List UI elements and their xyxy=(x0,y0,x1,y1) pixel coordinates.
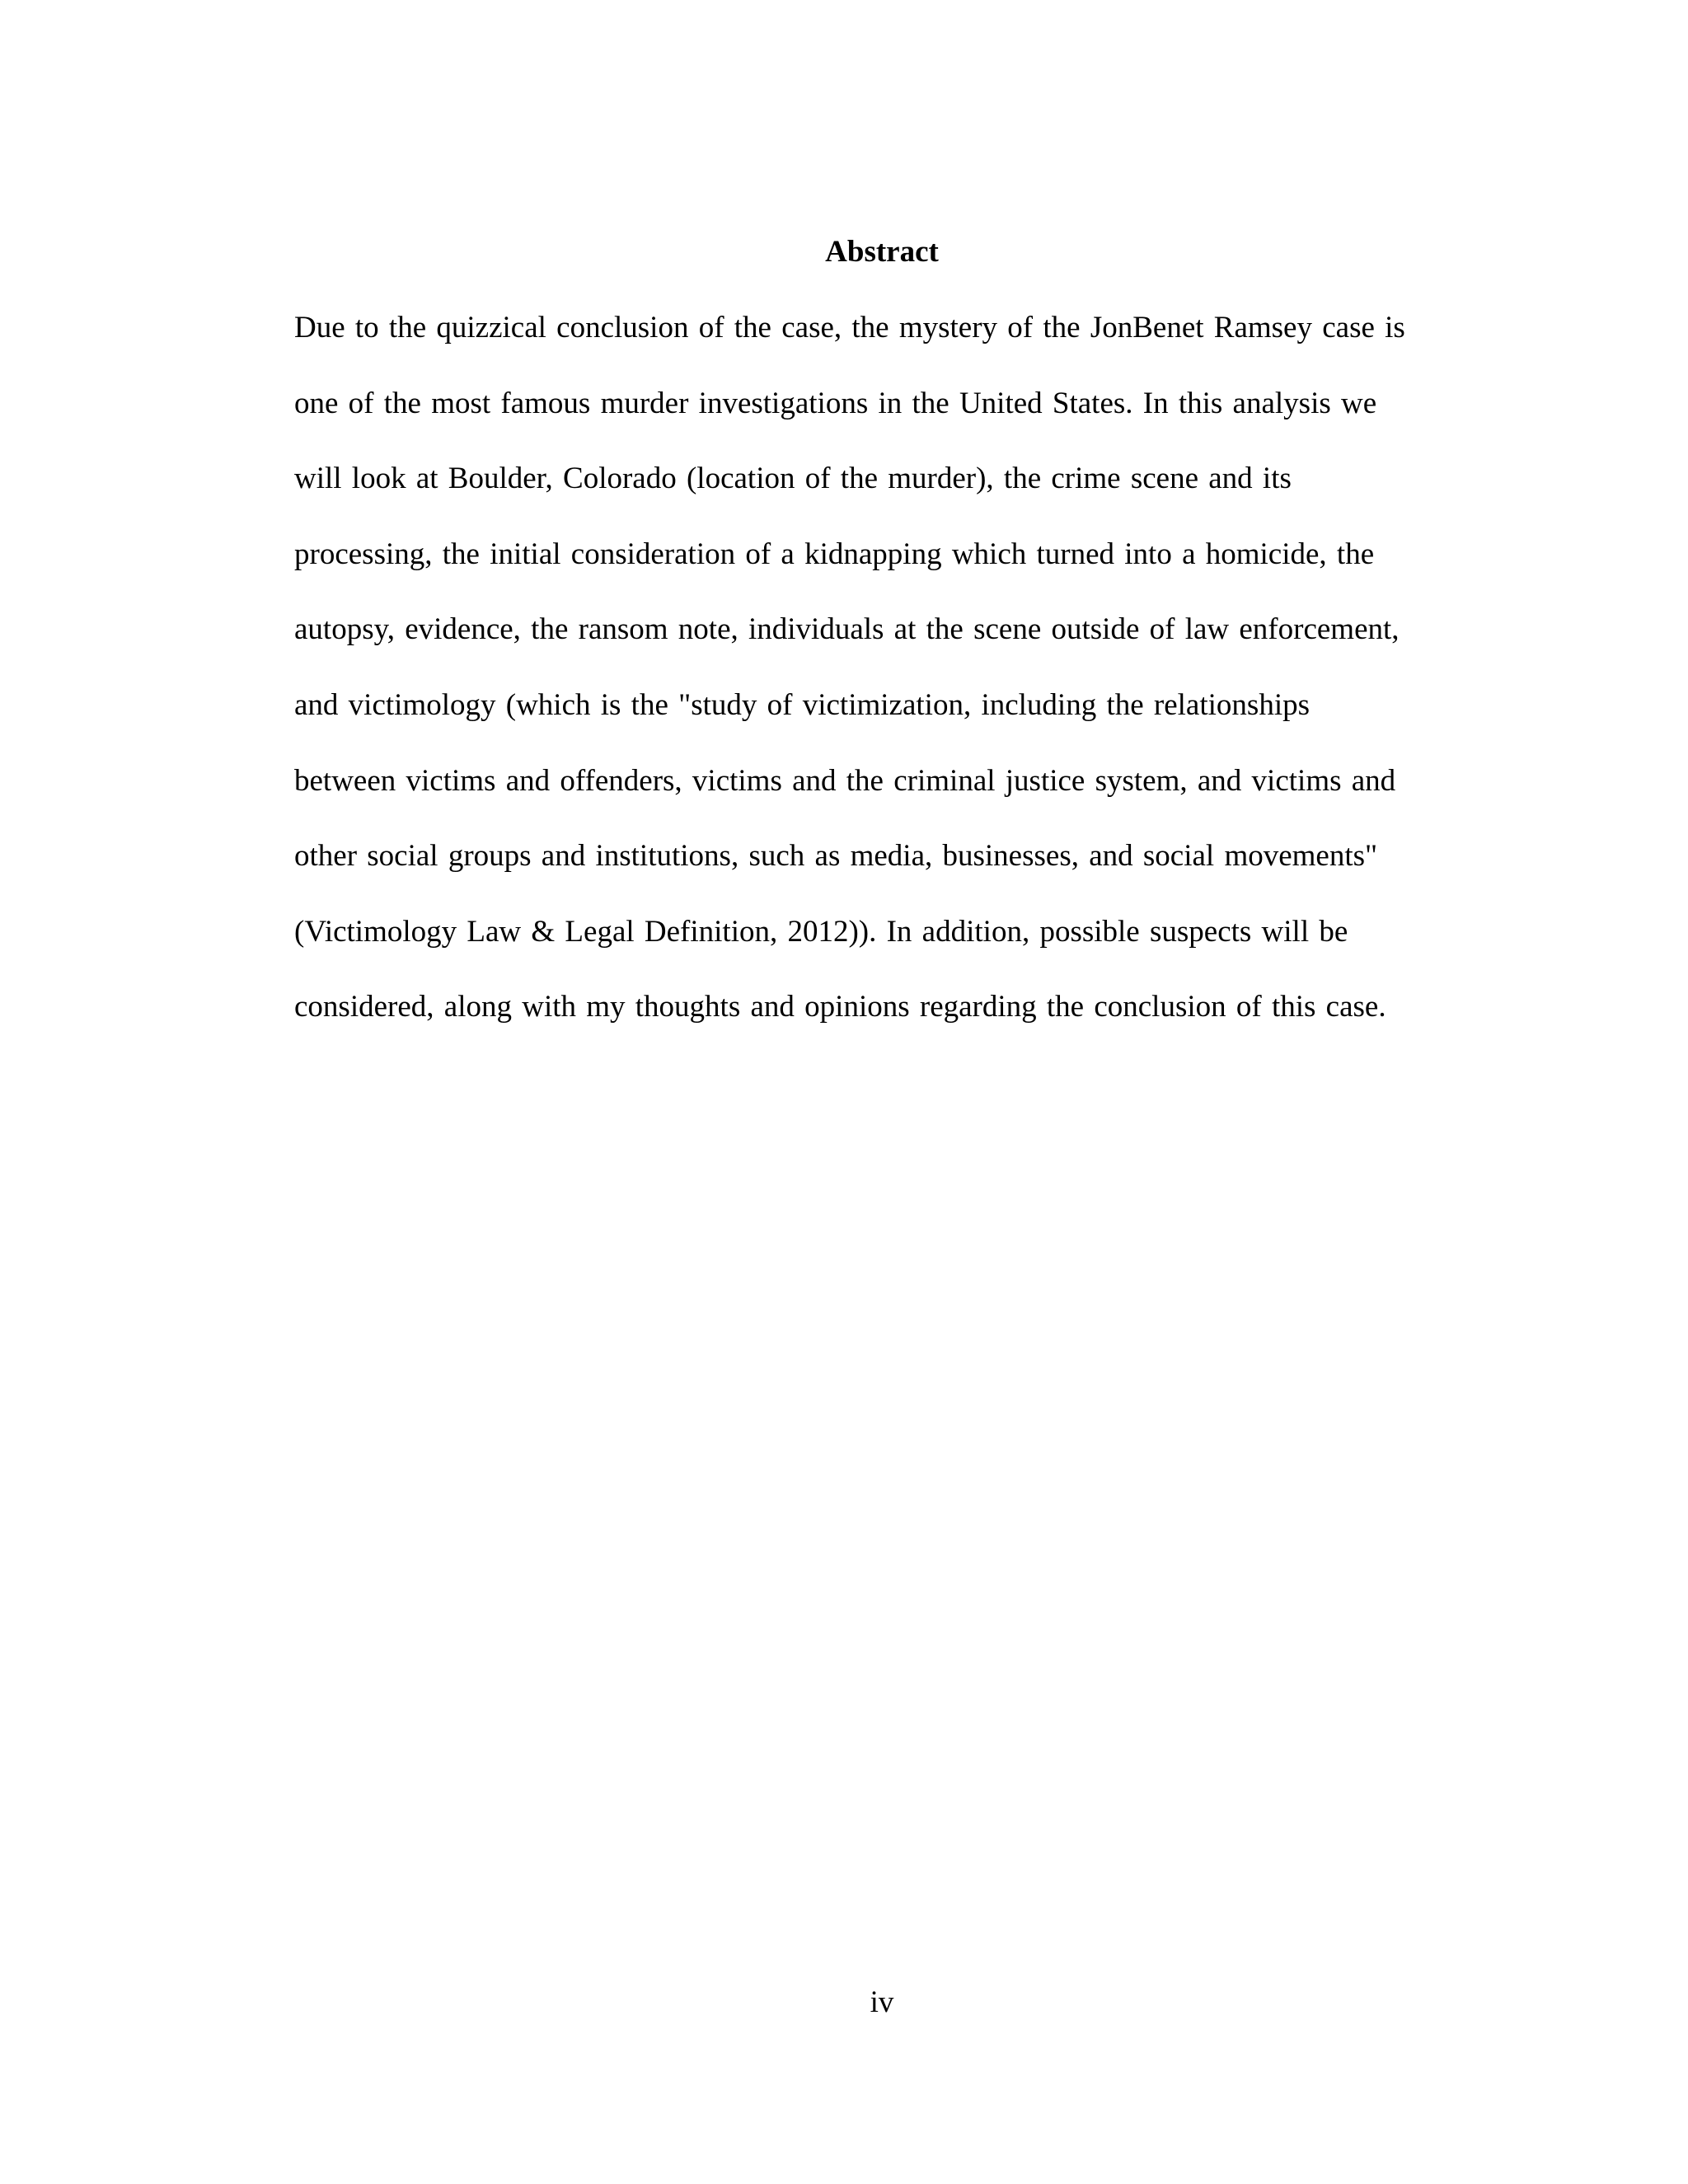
abstract-line: other social groups and institutions, such as media, businesses, and social movements" xyxy=(294,839,1378,874)
abstract-line: (Victimology Law & Legal Definition, 2012)). In addition, possible suspects will be xyxy=(294,914,1348,949)
abstract-line: Due to the quizzical conclusion of the case, the mystery of the JonBenet Ramsey case is xyxy=(294,311,1405,344)
abstract-line: processing, the initial consideration of a kidnapping which turned into a homicide, the xyxy=(294,537,1375,571)
page-number: iv xyxy=(870,1985,894,2019)
abstract-line: considered, along with my thoughts and opinions regarding the conclusion of this case. xyxy=(294,990,1386,1024)
abstract-title: Abstract xyxy=(825,235,939,269)
abstract-line: one of the most famous murder investigations in the United States. In this analysis we xyxy=(294,386,1377,420)
abstract-line: and victimology (which is the "study of victimization, including the relationships xyxy=(294,687,1310,722)
abstract-body xyxy=(294,303,1448,1058)
abstract-line: will look at Boulder, Colorado (location of the murder), the crime scene and its xyxy=(294,462,1292,496)
abstract-line: autopsy, evidence, the ransom note, individuals at the scene outside of law enforcement, xyxy=(294,612,1400,647)
abstract-line: between victims and offenders, victims and the criminal justice system, and victims and xyxy=(294,763,1396,798)
